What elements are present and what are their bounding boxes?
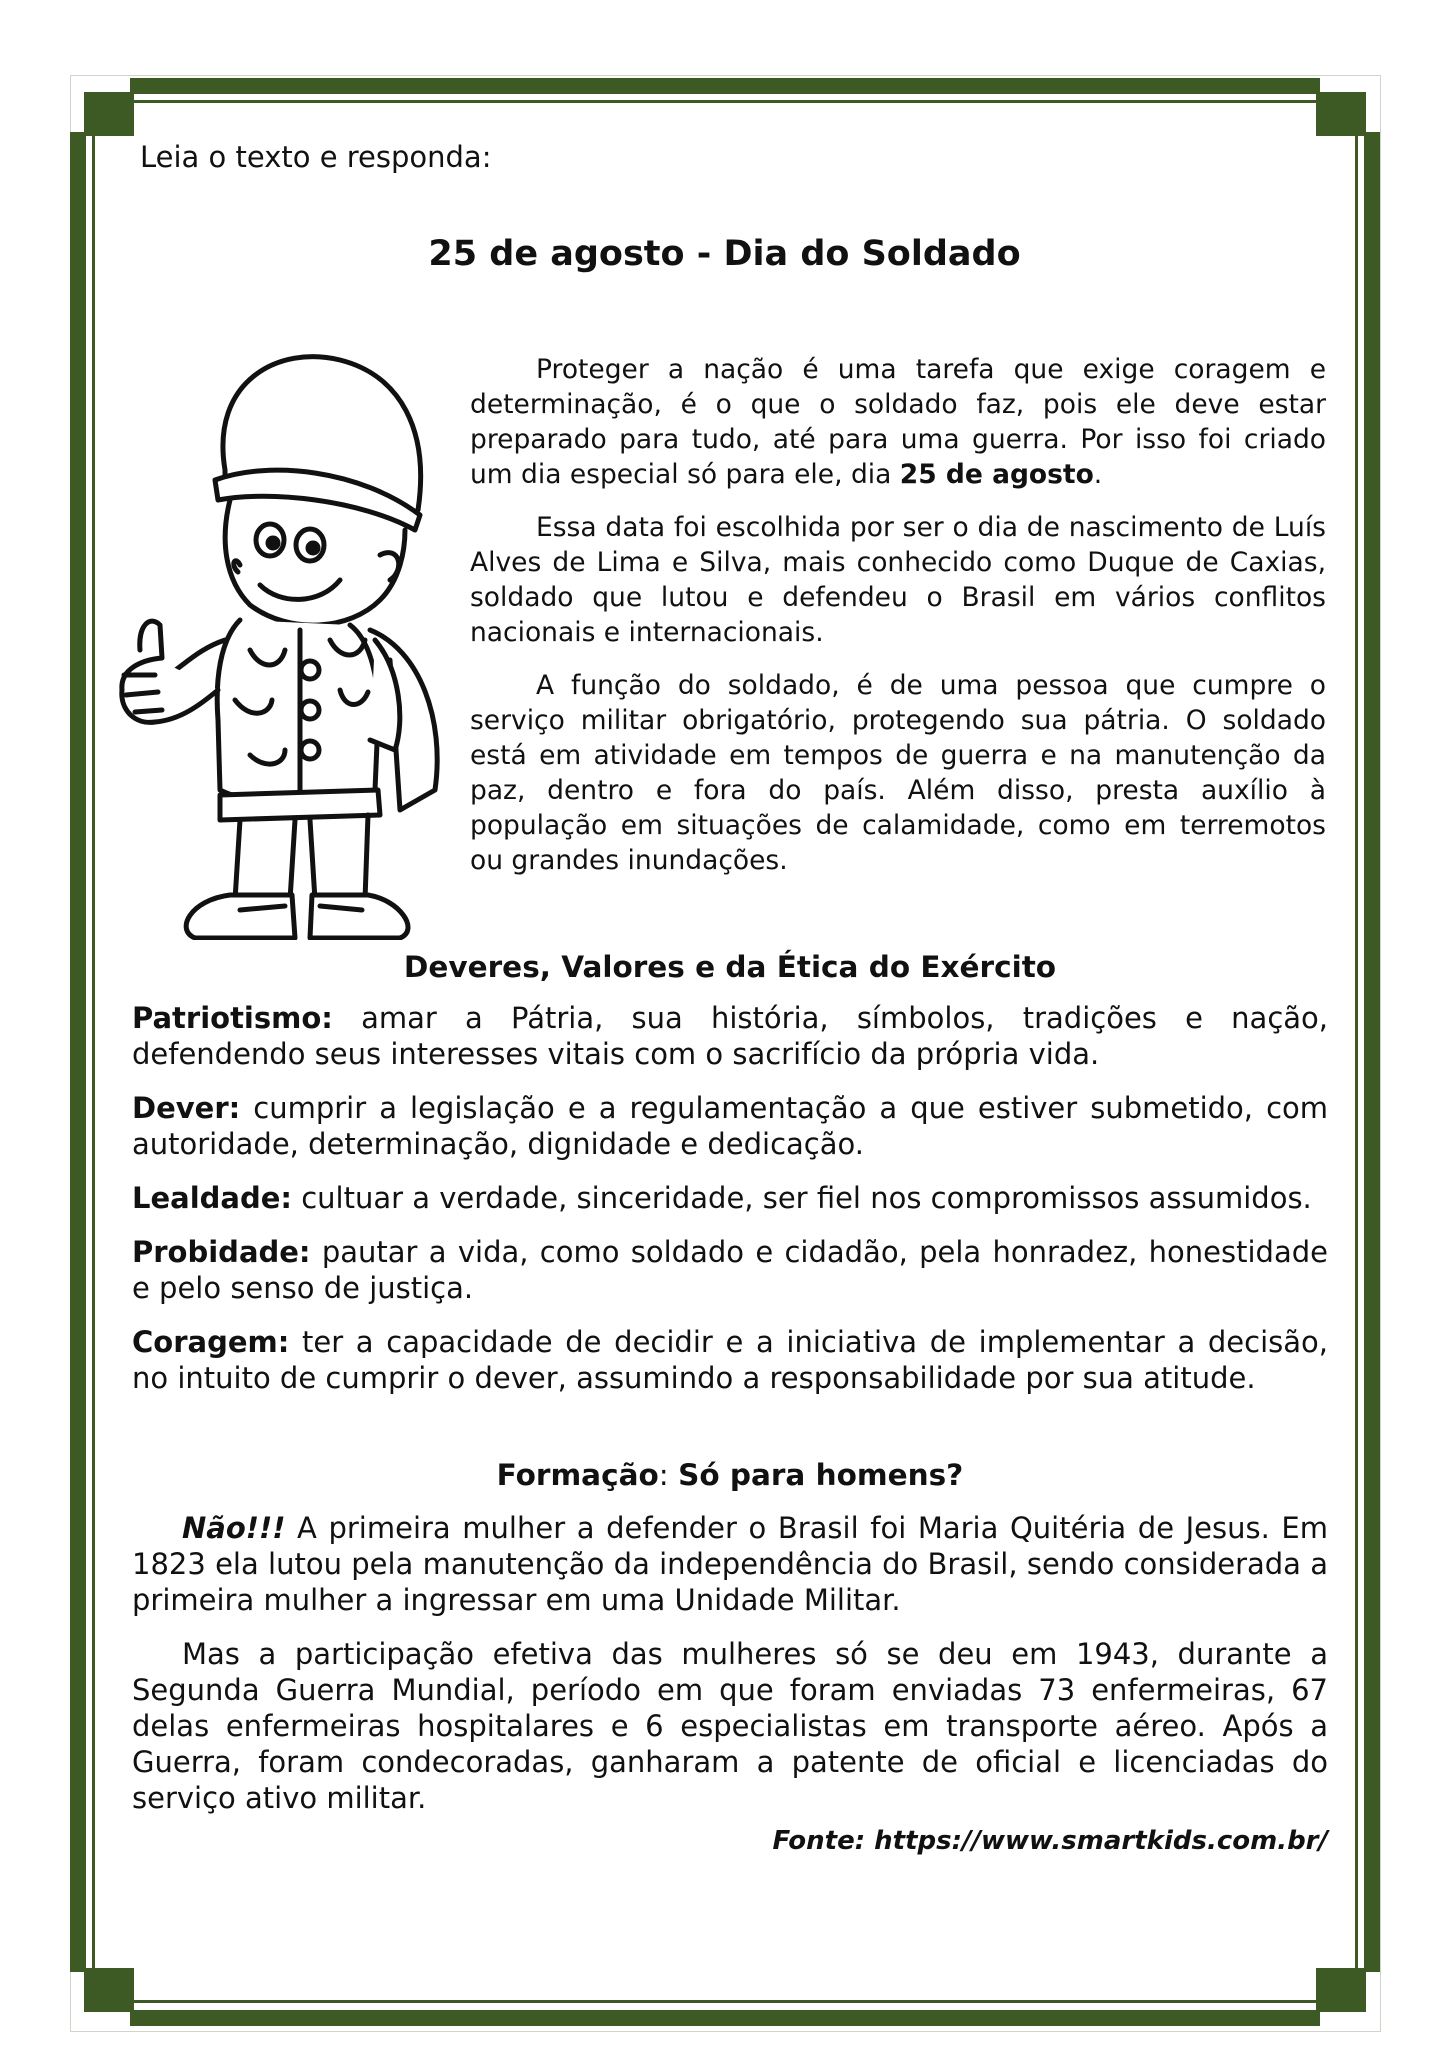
frame-right-line xyxy=(1355,132,1358,1972)
frame-corner-top-left xyxy=(84,92,134,136)
frame-left-line xyxy=(92,132,95,1972)
value-text: pautar a vida, como soldado e cidadão, pela honradez, honestidade e pelo senso de justiça. xyxy=(132,1235,1328,1305)
intro-paragraph-2: Essa data foi escolhida por ser o dia de nascimento de Luís Alves de Lima e Silva, mais conhecido como Duque de Caxias, soldado que lutou e defendeu o Brasil em vários conflitos nacionais e internacionais. xyxy=(470,512,1326,648)
intro-p1-date: 25 de agosto xyxy=(899,459,1094,490)
intro-paragraph-1 xyxy=(470,352,1326,492)
value-term: Probidade: xyxy=(132,1235,311,1269)
frame-left-bar xyxy=(70,132,86,1972)
formacao-title-question: Só para homens? xyxy=(678,1458,964,1492)
intro-p1-text: Proteger a nação é uma tarefa que exige coragem e determinação, é o que o soldado faz, pois ele deve estar preparado para tudo, até para uma guerra. Por isso foi criado um dia especial só para ele, dia xyxy=(470,354,1326,490)
formacao-emphasis: Não!!! xyxy=(182,1511,286,1545)
value-text: cultuar a verdade, sinceridade, ser fiel nos compromissos assumidos. xyxy=(292,1181,1312,1215)
soldier-cartoon-icon xyxy=(100,340,460,940)
value-item xyxy=(132,1000,1328,1072)
value-item xyxy=(132,1324,1328,1396)
value-item xyxy=(132,1180,1328,1216)
values-list xyxy=(132,1000,1328,1414)
values-section-title: Deveres, Valores e da Ética do Exército xyxy=(403,950,1057,984)
page-title: 25 de agosto - Dia do Soldado xyxy=(428,234,1021,274)
frame-bottom-line xyxy=(130,2000,1320,2003)
value-term: Coragem: xyxy=(132,1325,290,1359)
instruction-text: Leia o texto e responda: xyxy=(140,140,492,174)
frame-top-bar xyxy=(130,78,1320,94)
formacao-title-word: Formação xyxy=(496,1458,659,1492)
frame-top-line xyxy=(130,100,1320,103)
formacao-section-title xyxy=(0,1458,1449,1492)
formacao-text xyxy=(132,1510,1328,1834)
frame-bottom-bar xyxy=(130,2010,1320,2026)
value-text: ter a capacidade de decidir e a iniciativa de implementar a decisão, no intuito de cumprir o dever, assumindo a responsabilidade por sua atitude. xyxy=(132,1325,1328,1395)
source-citation: Fonte: https://www.smartkids.com.br/ xyxy=(772,1826,1328,1856)
formacao-title-separator: : xyxy=(658,1458,679,1492)
intro-text xyxy=(470,352,1326,896)
value-item xyxy=(132,1090,1328,1162)
intro-paragraph-3: A função do soldado, é de uma pessoa que cumpre o serviço militar obrigatório, protegendo sua pátria. O soldado está em atividade em tempos de guerra e na manutenção da paz, dentro e fora do país. Além disso, presta auxílio à população em situações de calamidade, como em terremotos ou grandes inundações. xyxy=(470,670,1326,876)
value-term: Lealdade: xyxy=(132,1181,293,1215)
frame-right-bar xyxy=(1364,132,1380,1972)
formacao-paragraph-1 xyxy=(132,1510,1328,1618)
frame-corner-bottom-left xyxy=(84,1968,134,2012)
value-text: cumprir a legislação e a regulamentação a que estiver submetido, com autoridade, determinação, dignidade e dedicação. xyxy=(132,1091,1328,1161)
formacao-p1-text: A primeira mulher a defender o Brasil foi Maria Quitéria de Jesus. Em 1823 ela lutou pela manutenção da independência do Brasil, sendo considerada a primeira mulher a ingressar em uma Unidade Militar. xyxy=(132,1511,1328,1617)
frame-corner-bottom-right xyxy=(1316,1968,1366,2012)
frame-corner-top-right xyxy=(1316,92,1366,136)
value-item xyxy=(132,1234,1328,1306)
value-term: Dever: xyxy=(132,1091,241,1125)
formacao-paragraph-2: Mas a participação efetiva das mulheres só se deu em 1943, durante a Segunda Guerra Mundial, período em que foram enviadas 73 enfermeiras, 67 delas enfermeiras hospitalares e 6 especialistas em transporte aéreo. Após a Guerra, foram condecoradas, ganharam a patente de oficial e licenciadas do serviço ativo militar. xyxy=(132,1637,1328,1815)
value-term: Patriotismo: xyxy=(132,1001,333,1035)
value-text: amar a Pátria, sua história, símbolos, tradições e nação, defendendo seus interesses vitais com o sacrifício da própria vida. xyxy=(132,1001,1328,1071)
intro-p1-end: . xyxy=(1093,459,1103,490)
